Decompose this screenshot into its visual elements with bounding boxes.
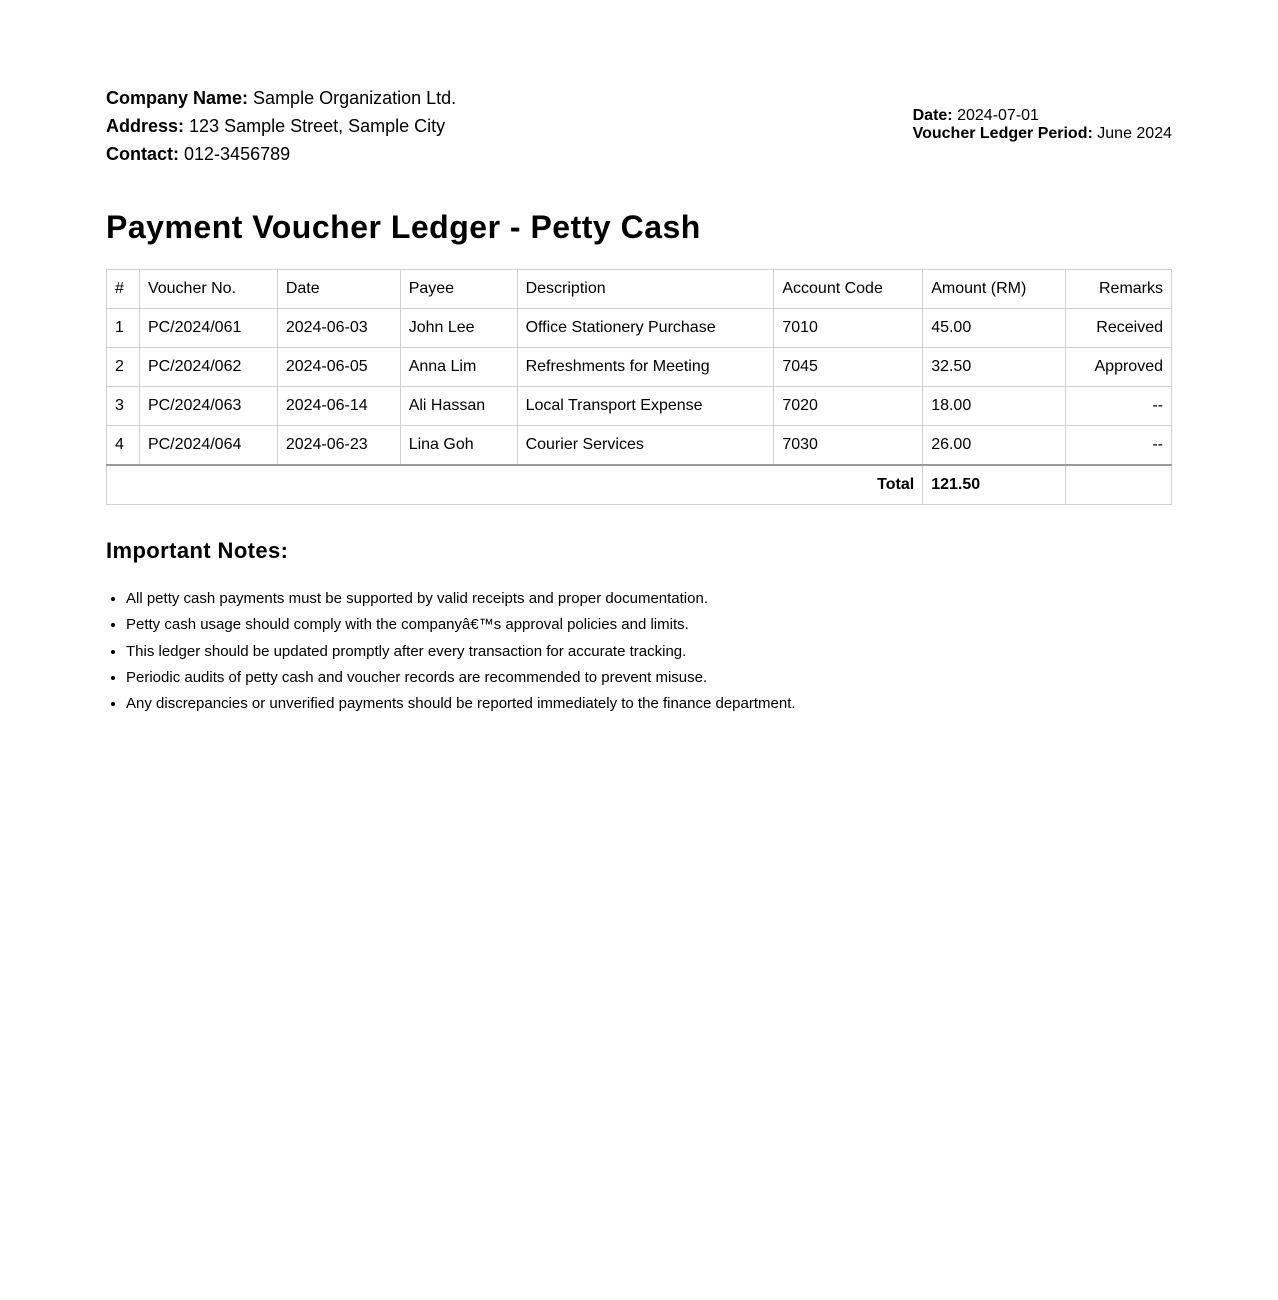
row-number: 1: [107, 309, 140, 348]
payee: Lina Goh: [400, 426, 517, 466]
column-header-number: #: [107, 270, 140, 309]
company-address-line: [106, 112, 456, 140]
column-header-voucher-no: Voucher No.: [139, 270, 277, 309]
account-code: 7020: [774, 387, 923, 426]
account-code: 7045: [774, 348, 923, 387]
table-header-row: [107, 270, 1172, 309]
company-contact-line: [106, 140, 456, 168]
remarks: --: [1066, 426, 1172, 466]
list-item: • Petty cash usage should comply with the companyâ€™s approval policies and limits.: [126, 612, 1172, 638]
list-item: • Periodic audits of petty cash and voucher records are recommended to prevent misuse.: [126, 665, 1172, 691]
list-item: • Any discrepancies or unverified payments should be reported immediately to the finance department.: [126, 691, 1172, 717]
document-meta: [913, 107, 1172, 143]
description: Local Transport Expense: [517, 387, 774, 426]
row-number: 4: [107, 426, 140, 466]
column-header-amount: Amount (RM): [923, 270, 1066, 309]
voucher-date: 2024-06-03: [277, 309, 400, 348]
amount: 32.50: [923, 348, 1066, 387]
row-number: 2: [107, 348, 140, 387]
total-amount: 121.50: [923, 465, 1066, 505]
ledger-period-line: [913, 125, 1172, 143]
ledger-period: June 2024: [1097, 125, 1172, 142]
company-name-label: Company Name:: [106, 88, 249, 108]
voucher-date: 2024-06-23: [277, 426, 400, 466]
payee: Anna Lim: [400, 348, 517, 387]
remarks: --: [1066, 387, 1172, 426]
payee: Ali Hassan: [400, 387, 517, 426]
description: Courier Services: [517, 426, 774, 466]
account-code: 7010: [774, 309, 923, 348]
voucher-date: 2024-06-05: [277, 348, 400, 387]
company-address: 123 Sample Street, Sample City: [189, 116, 446, 136]
amount: 45.00: [923, 309, 1066, 348]
list-item: • This ledger should be updated promptly after every transaction for accurate tracking.: [126, 639, 1172, 665]
total-remarks-empty: [1066, 465, 1172, 505]
notes-list: [106, 586, 1172, 717]
row-number: 3: [107, 387, 140, 426]
column-header-account-code: Account Code: [774, 270, 923, 309]
voucher-ledger-table: [106, 269, 1172, 505]
company-contact-label: Contact:: [106, 144, 179, 164]
column-header-remarks: Remarks: [1066, 270, 1172, 309]
table-row: [107, 387, 1172, 426]
description: Refreshments for Meeting: [517, 348, 774, 387]
voucher-no: PC/2024/062: [139, 348, 277, 387]
amount: 18.00: [923, 387, 1066, 426]
column-header-description: Description: [517, 270, 774, 309]
document-title: Payment Voucher Ledger - Petty Cash: [106, 209, 701, 245]
company-name-line: [106, 84, 456, 112]
voucher-no: PC/2024/063: [139, 387, 277, 426]
voucher-no: PC/2024/064: [139, 426, 277, 466]
document-header: [106, 84, 1172, 168]
company-name: Sample Organization Ltd.: [253, 88, 457, 108]
payee: John Lee: [400, 309, 517, 348]
ledger-period-label: Voucher Ledger Period:: [912, 125, 1093, 142]
remarks: Received: [1066, 309, 1172, 348]
voucher-document: [106, 84, 1172, 717]
table-row: [107, 348, 1172, 387]
company-info: [106, 84, 456, 168]
table-row: [107, 309, 1172, 348]
remarks: Approved: [1066, 348, 1172, 387]
amount: 26.00: [923, 426, 1066, 466]
total-row: [107, 465, 1172, 505]
list-item: • All petty cash payments must be supported by valid receipts and proper documentation.: [126, 586, 1172, 612]
company-address-label: Address:: [106, 116, 185, 136]
description: Office Stationery Purchase: [517, 309, 774, 348]
document-date: 2024-07-01: [957, 107, 1039, 124]
voucher-no: PC/2024/061: [139, 309, 277, 348]
voucher-date: 2024-06-14: [277, 387, 400, 426]
total-label: Total: [107, 465, 923, 505]
document-date-label: Date:: [912, 107, 953, 124]
company-contact: 012-3456789: [184, 144, 291, 164]
column-header-payee: Payee: [400, 270, 517, 309]
document-date-line: [913, 107, 1172, 125]
column-header-date: Date: [277, 270, 400, 309]
account-code: 7030: [774, 426, 923, 466]
table-row: [107, 426, 1172, 466]
notes-title: Important Notes:: [106, 538, 289, 563]
